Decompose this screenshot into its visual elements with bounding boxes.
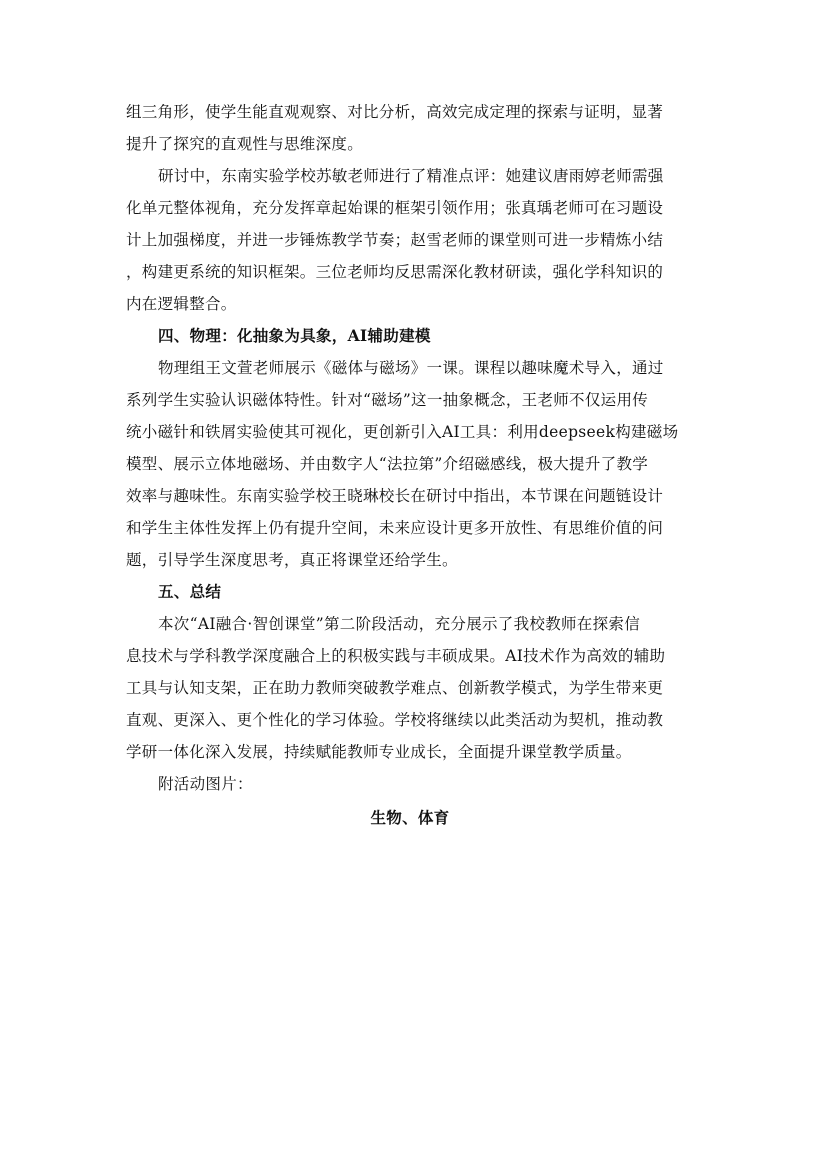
- section-heading-physics: 四、物理：化抽象为具象，AI辅助建模: [158, 326, 431, 345]
- paragraph-review: [126, 160, 694, 320]
- text-line: 模型、展示立体地磁场、并由数字人“法拉第”介绍磁感线，极大提升了教学: [126, 455, 649, 473]
- text-line: 和学生主体性发挥上仍有提升空间，未来应设计更多开放性、有思维价值的问: [126, 519, 664, 537]
- text-line: 统小磁针和铁屑实验使其可视化，更创新引入AI工具：利用deepseek构建磁场: [126, 423, 679, 441]
- paragraph-continuation: [126, 96, 694, 160]
- text-line: 工具与认知支架，正在助力教师突破教学难点、创新教学模式，为学生带来更: [126, 679, 664, 697]
- text-line: 题，引导学生深度思考，真正将课堂还给学生。: [126, 551, 458, 569]
- text-line: 提升了探究的直观性与思维深度。: [126, 135, 364, 153]
- section-heading-summary: 五、总结: [158, 582, 222, 601]
- paragraph-summary: [126, 608, 694, 768]
- text-line: 化单元整体视角，充分发挥章起始课的框架引领作用；张真瑀老师可在习题设: [126, 199, 664, 217]
- text-line: 研讨中，东南实验学校苏敏老师进行了精准点评：她建议唐雨婷老师需强: [158, 167, 664, 185]
- text-line: ，构建更系统的知识框架。三位老师均反思需深化教材研读，强化学科知识的: [126, 263, 664, 281]
- text-line: 组三角形，使学生能直观观察、对比分析，高效完成定理的探索与证明，显著: [126, 103, 664, 121]
- text-line: 息技术与学科教学深度融合上的积极实践与丰硕成果。AI技术作为高效的辅助: [126, 647, 666, 665]
- text-line: 直观、更深入、更个性化的学习体验。学校将继续以此类活动为契机，推动教: [126, 711, 664, 729]
- attachment-label: 附活动图片：: [158, 775, 253, 793]
- document-body: [126, 96, 694, 834]
- text-line: 计上加强梯度，并进一步锤炼教学节奏；赵雪老师的课堂则可进一步精炼小结: [126, 231, 664, 249]
- text-line: 本次“AI融合·智创课堂”第二阶段活动，充分展示了我校教师在探索信: [158, 615, 640, 633]
- text-line: 物理组王文萱老师展示《磁体与磁场》一课。课程以趣味魔术导入，通过: [158, 359, 664, 377]
- text-line: 效率与趣味性。东南实验学校王晓琳校长在研讨中指出，本节课在问题链设计: [126, 487, 664, 505]
- text-line: 学研一体化深入发展，持续赋能教师专业成长，全面提升课堂教学质量。: [126, 743, 632, 761]
- paragraph-physics: [126, 352, 694, 576]
- text-line: 内在逻辑整合。: [126, 295, 237, 313]
- text-line: 系列学生实验认识磁体特性。针对“磁场”这一抽象概念，王老师不仅运用传: [126, 391, 649, 409]
- image-caption: 生物、体育: [370, 808, 450, 827]
